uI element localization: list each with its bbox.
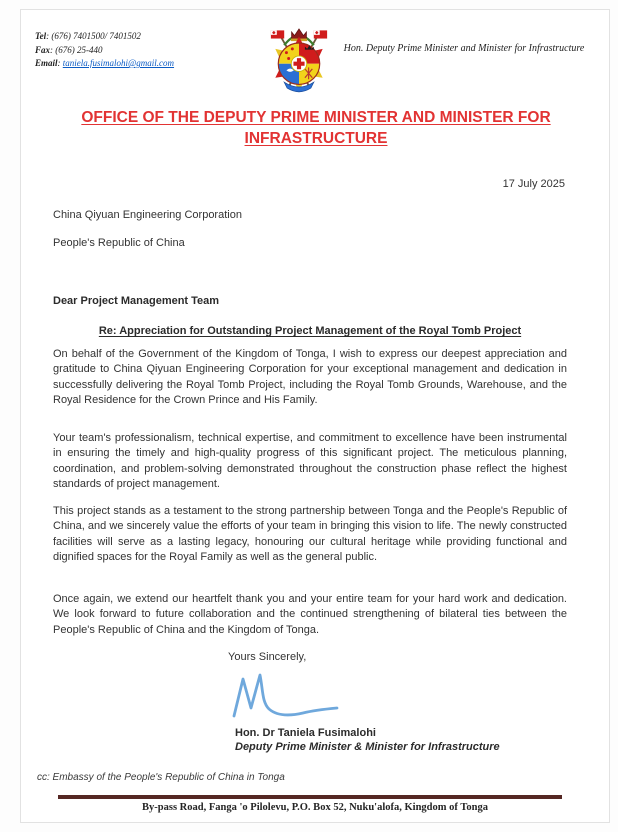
letter-page [20, 9, 610, 823]
email-line: Email: taniela.fusimalohi@gmail.com [35, 58, 175, 68]
contact-block [35, 30, 174, 71]
signature-icon [227, 670, 345, 724]
signatory-title: Deputy Prime Minister & Minister for Infrastructure [235, 741, 500, 753]
email-link[interactable]: taniela.fusimalohi@gmail.com [62, 58, 175, 68]
salutation: Dear Project Management Team [53, 295, 220, 307]
fax-value: : (676) 25-440 [50, 44, 103, 55]
cc-line: cc: Embassy of the People's Republic of China in Tonga [37, 772, 285, 783]
closing: Yours Sincerely, [228, 651, 307, 663]
recipient-country: People's Republic of China [53, 237, 185, 249]
tel-label: Tel [35, 31, 47, 41]
footer-divider [58, 795, 562, 799]
footer-address: By-pass Road, Fanga 'o Pilolevu, P.O. Box 52, Nuku'alofa, Kingdom of Tonga [142, 802, 488, 813]
paragraph-4: Once again, we extend our heartfelt thank you and your entire team for your hard work and dedication. We look forward to future collaboration and the continued strengthening of bilateral ties between the People's Republic of China and the Kingdom of Tonga. [53, 593, 567, 636]
tel-value: : (676) 7401500/ 7401502 [46, 31, 141, 41]
email-label: Email [35, 58, 58, 68]
tel-line [35, 30, 174, 44]
letterhead-title: OFFICE OF THE DEPUTY PRIME MINISTER AND MINISTER FOR INFRASTRUCTURE [81, 109, 551, 147]
subject-line: Re: Appreciation for Outstanding Project Management of the Royal Tomb Project [98, 325, 522, 337]
fax-label: Fax [35, 44, 51, 55]
paragraph-3: This project stands as a testament to the strong partnership between Tonga and the People's Republic of China, and we sincerely value the efforts of your team in bringing this vision to life. The newly constructed facilities will serve as a lasting legacy, honouring our cultural heritage while providing functional and dignified spaces for the Royal Family as well as the general public. [53, 505, 567, 564]
right-flag [314, 30, 327, 38]
tonga-coat-of-arms-icon [262, 22, 336, 98]
left-flag [271, 30, 284, 38]
signatory-name: Hon. Dr Taniela Fusimalohi [235, 727, 376, 739]
paragraph-1: On behalf of the Government of the Kingdom of Tonga, I wish to express our deepest appreciation and gratitude to China Qiyuan Engineering Corporation for your exceptional management and dedication in successfully delivering the Royal Tomb Project, including the Royal Tomb Grounds, Warehouse, and the Royal Residence for the Crown Prince and His Family. [53, 348, 567, 407]
office-title: Hon. Deputy Prime Minister and Minister for Infrastructure [343, 43, 585, 54]
fax-line [35, 44, 174, 58]
letter-date: 17 July 2025 [502, 178, 565, 190]
recipient-name: China Qiyuan Engineering Corporation [53, 209, 242, 221]
paragraph-2: Your team's professionalism, technical expertise, and commitment to excellence have been instrumental in ensuring the timely and high-quality progress of this significant project. The meticulous planning, coordination, and problem-solving demonstrated throughout the construction phase reflect the highest standards of project management. [53, 432, 567, 491]
